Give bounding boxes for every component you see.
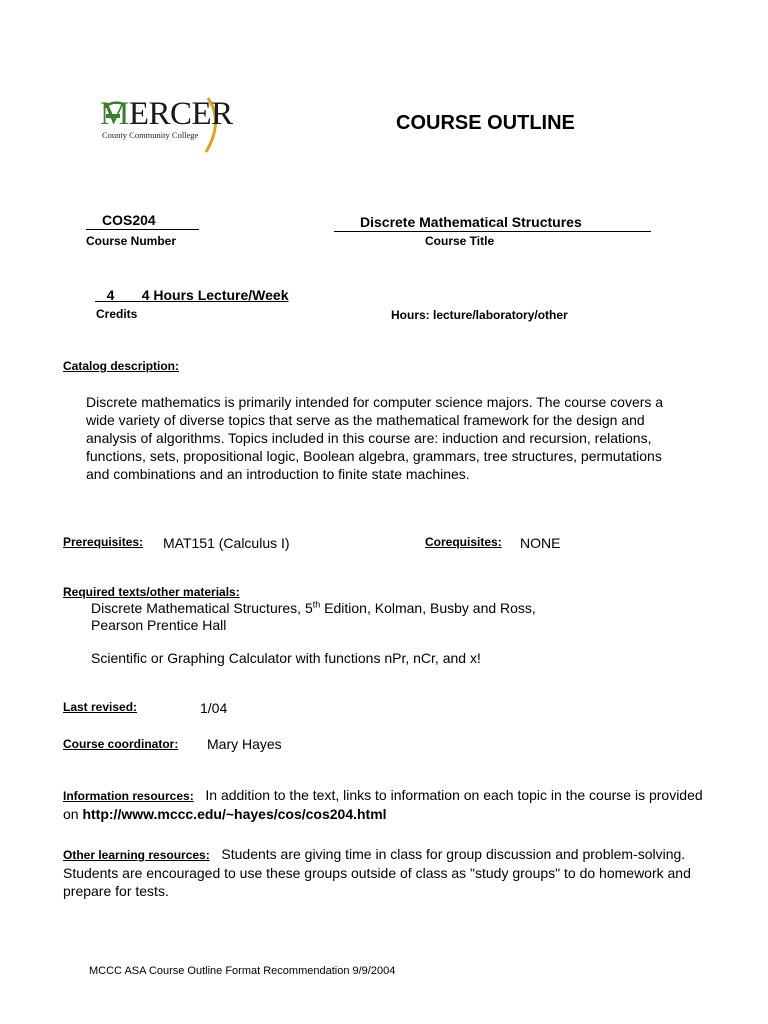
credits-label: Credits [96,307,138,321]
other-learning-resources: Other learning resources: Students are giving time in class for group discussion and problem-solving. Students are encouraged to use these groups outside of class as "study groups" to do homework and prepare for tests. [63,846,691,899]
course-title: Discrete Mathematical Structures [334,213,651,232]
logo-wordmark: MERCER [100,96,233,132]
information-resources: Information resources: In addition to the text, links to information on each topic in the course is provided on http://www.mccc.edu/~hayes/cos/cos204.html [63,787,703,822]
college-logo [96,92,233,158]
calculator-requirement: Scientific or Graphing Calculator with functions nPr, nCr, and x! [91,650,481,666]
last-revised-label: Last revised: [63,700,138,714]
course-link[interactable]: http://www.mccc.edu/~hayes/cos/cos204.html [82,806,387,822]
corequisites-value: NONE [520,535,561,551]
page-footer: MCCC ASA Course Outline Format Recommendation 9/9/2004 [89,965,396,977]
course-title-label: Course Title [425,234,495,248]
catalog-description: Discrete mathematics is primarily intended for computer science majors. The course covers a wide variety of diverse topics that serve as the mathematical framework for the design and analysis of algorithms. Topics included in this course are: induction and recursion, relations, functions, sets, propositional logic, Boolean algebra, grammars, tree structures, permutations and combinations and an introduction to finite state machines. [86,394,664,482]
prerequisites-label: Prerequisites: [63,535,144,549]
catalog-heading: Catalog description: [63,359,180,373]
hours-label: Hours: lecture/laboratory/other [391,308,568,322]
page-title: COURSE OUTLINE [396,112,575,134]
course-number: COS204 [86,211,199,230]
credits-hours-line [95,287,289,303]
coordinator-label: Course coordinator: [63,737,179,751]
required-book: Discrete Mathematical Structures, 5th Edition, Kolman, Busby and Ross, Pearson Prentice Hall [91,599,536,633]
prerequisites-value: MAT151 (Calculus I) [163,535,290,551]
last-revised-value: 1/04 [200,700,228,716]
credits-value: 4_ 4 Hours Lecture/Week [106,287,289,303]
course-number-label: Course Number [86,234,177,248]
hours-value: 4 Hours Lecture/Week [141,287,289,303]
coordinator-value: Mary Hayes [207,736,282,752]
logo-subtitle: County Community College [102,130,199,140]
corequisites-label: Corequisites: [425,535,502,549]
book-publisher: Pearson Prentice Hall [91,617,227,633]
required-texts-heading: Required texts/other materials: [63,585,240,599]
